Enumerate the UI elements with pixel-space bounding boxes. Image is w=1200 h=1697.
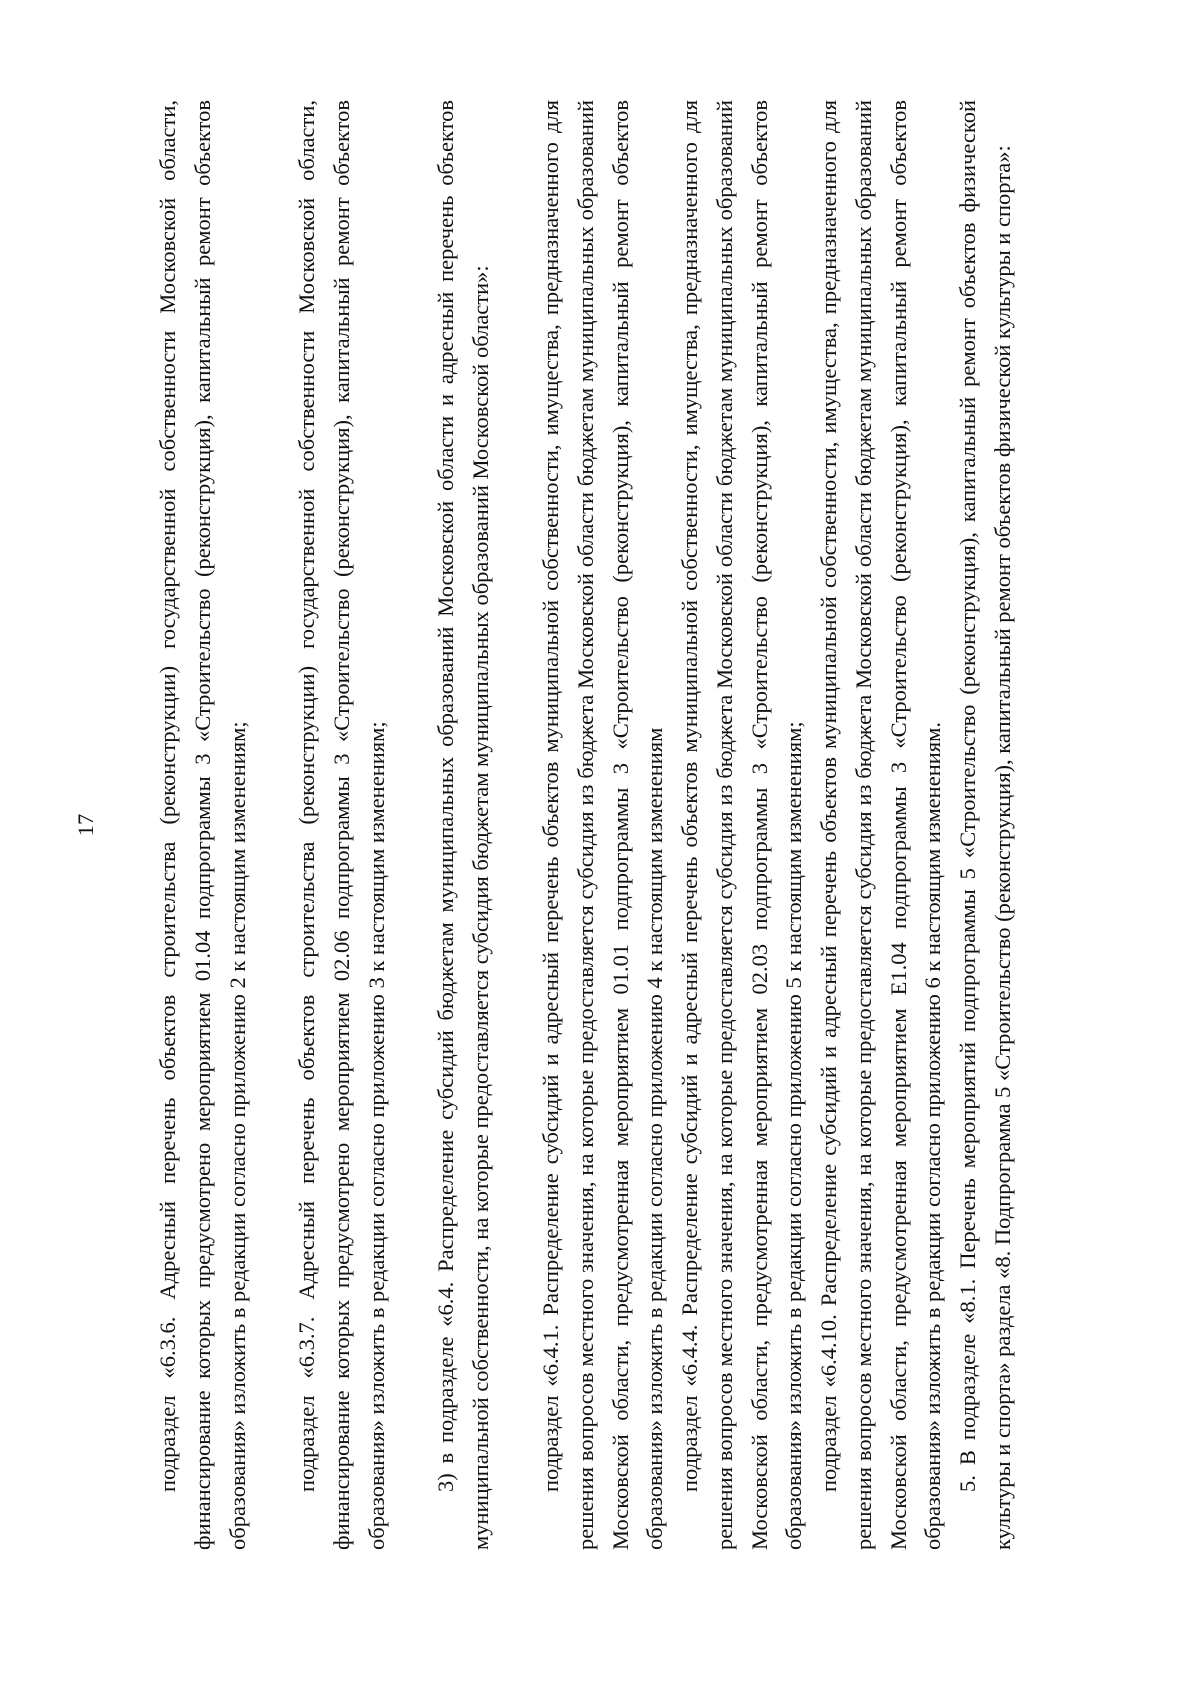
paragraph-6-4-1: подраздел «6.4.1. Распределение субсидий и адресный перечень объектов муниципальной собственности, имущества, предназначенного для решения вопросов местного значения, на которые предоставляется субсидия из бюджета Московской области бюджетам муниципальных образований Московской области, предусмотренная мероприятием 01.01 подпрограммы 3 «Строительство (реконструкция), капитальный ремонт объектов образования» изложить в редакции согласно приложению 4 к настоящим изменениям <box>538 100 668 1550</box>
paragraph-6-3-6: подраздел «6.3.6. Адресный перечень объектов строительства (реконструкции) государственной собственности Московской области, финансирование которых предусмотрено мероприятием 01.04 подпрограммы 3 «Строительство (реконструкция), капитальный ремонт объектов образования» изложить в редакции согласно приложению 2 к настоящим изменениям; <box>155 100 250 1550</box>
page-number: 17 <box>73 813 98 837</box>
paragraph-6-4-intro: 3) в подразделе «6.4. Распределение субсидий бюджетам муниципальных образований Московской области и адресный перечень объектов муниципальной собственности, на которые предоставляется субсидия бюджетам муниципальных образований Московской области»: <box>433 100 493 1550</box>
paragraph-6-3-7: подраздел «6.3.7. Адресный перечень объектов строительства (реконструкции) государственной собственности Московской области, финансирование которых предусмотрено мероприятием 02.06 подпрограммы 3 «Строительство (реконструкция), капитальный ремонт объектов образования» изложить в редакции согласно приложению 3 к настоящим изменениям; <box>294 100 389 1550</box>
paragraph-section-5: 5. В подразделе «8.1. Перечень мероприятий подпрограммы 5 «Строительство (реконструкция), капитальный ремонт объектов физической культуры и спорта» раздела «8. Подпрограмма 5 «Строительство (реконструкция), капитальный ремонт объектов физической культуры и спорта»: <box>955 100 1015 1550</box>
rotated-text-block <box>73 100 1056 1550</box>
paragraph-6-4-4: подраздел «6.4.4. Распределение субсидий и адресный перечень объектов муниципальной собственности, имущества, предназначенного для решения вопросов местного значения, на которые предоставляется субсидия из бюджета Московской области бюджетам муниципальных образований Московской области, предусмотренная мероприятием 02.03 подпрограммы 3 «Строительство (реконструкция), капитальный ремонт объектов образования» изложить в редакции согласно приложению 5 к настоящим изменениям; <box>677 100 807 1550</box>
paragraph-6-4-10: подраздел «6.4.10. Распределение субсидий и адресный перечень объектов муниципальной собственности, имущества, предназначенного для решения вопросов местного значения, на которые предоставляется субсидия из бюджета Московской области бюджетам муниципальных образований Московской области, предусмотренная мероприятием E1.04 подпрограммы 3 «Строительство (реконструкция), капитальный ремонт объектов образования» изложить в редакции согласно приложению 6 к настоящим изменениям. <box>816 100 946 1550</box>
